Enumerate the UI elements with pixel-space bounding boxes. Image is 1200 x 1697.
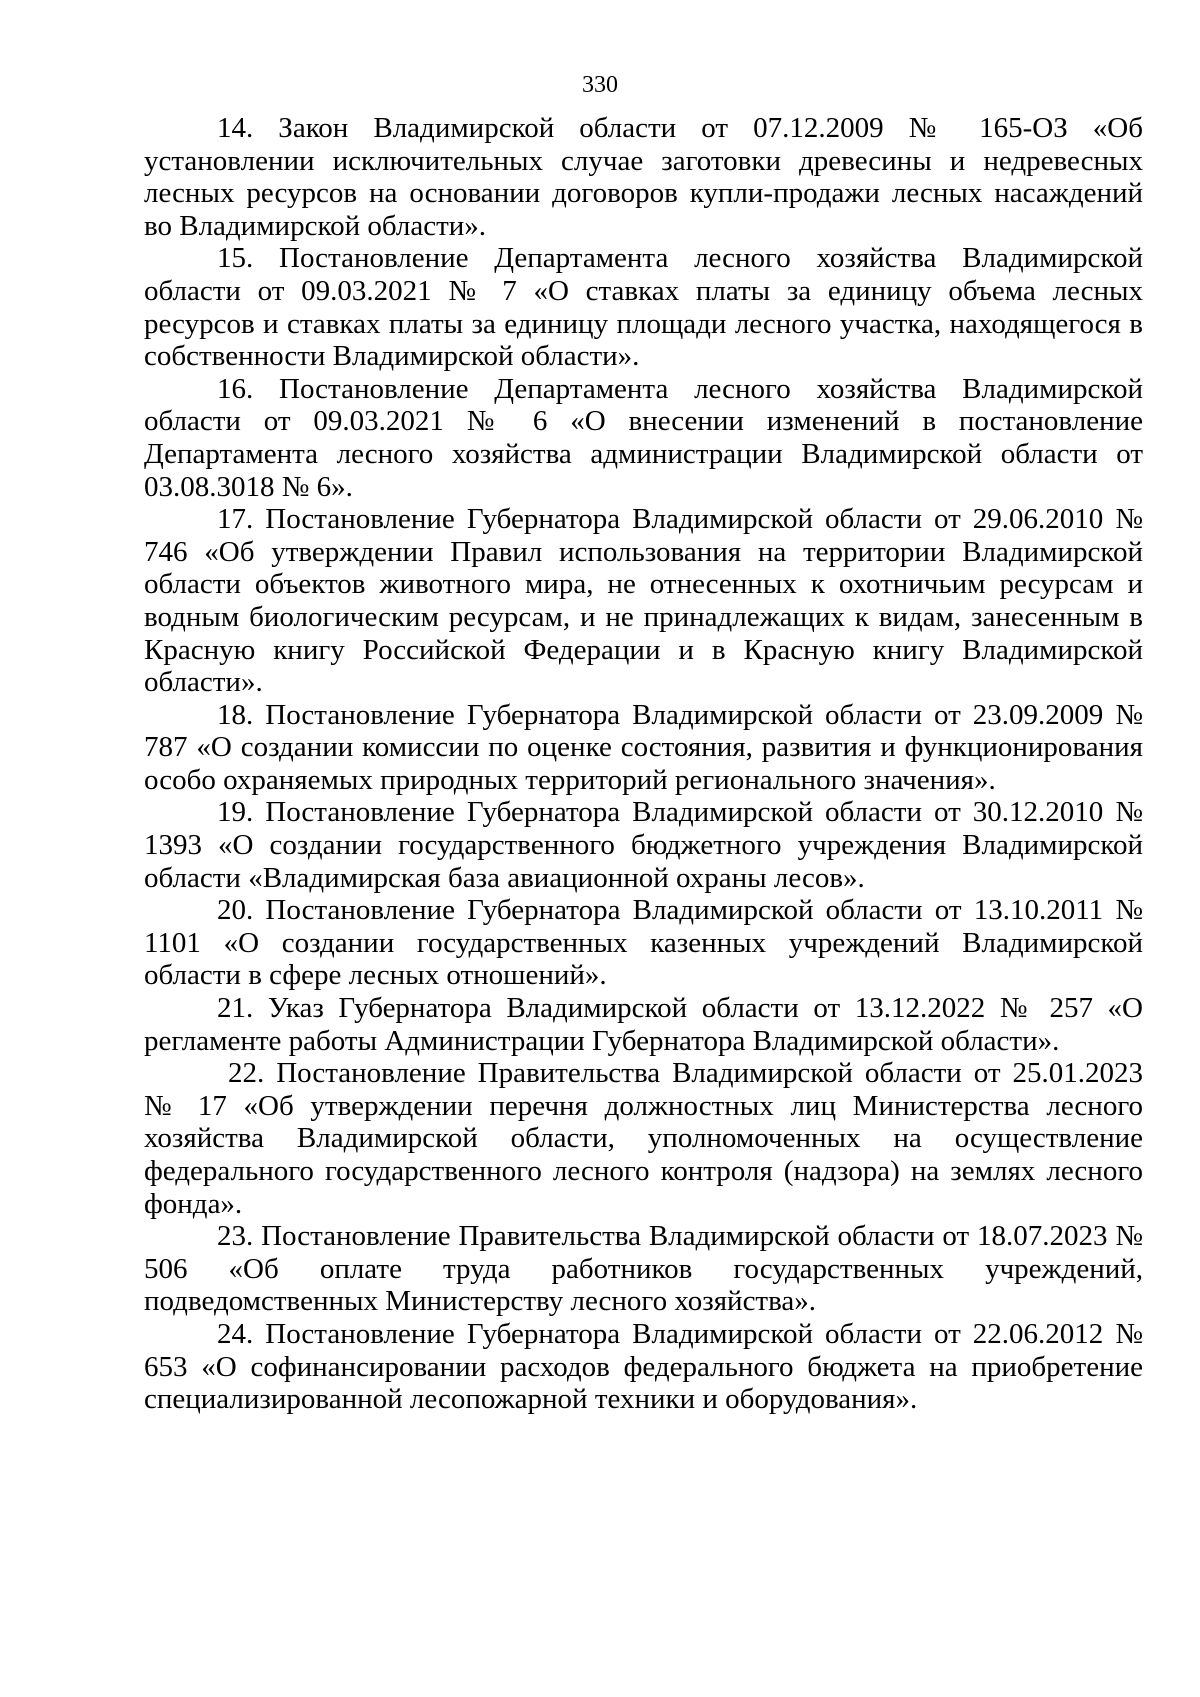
list-item-15: 15. Постановление Департамента лесного хозяйства Владимирской области от 09.03.2021 № 7 «О ставках платы за единицу объема лесных ресурсов и ставках платы за единицу площади лесного участка, находящегося в собственности Владимирской области». bbox=[144, 242, 1143, 373]
list-item-14: 14. Закон Владимирской области от 07.12.2009 № 165-ОЗ «Об установлении исключительных случае заготовки древесины и недревесных лесных ресурсов на основании договоров купли-продажи лесных насаждений во Владимирской области». bbox=[144, 112, 1143, 242]
document-body bbox=[144, 112, 1143, 1416]
list-item-17: 17. Постановление Губернатора Владимирской области от 29.06.2010 № 746 «Об утверждении Правил использования на территории Владимирской области объектов животного мира, не отнесенных к охотничьим ресурсам и водным биологическим ресурсам, и не принадлежащих к видам, занесенным в Красную книгу Российской Федерации и в Красную книгу Владимирской области». bbox=[144, 503, 1143, 699]
list-item-18: 18. Постановление Губернатора Владимирской области от 23.09.2009 № 787 «О создании комиссии по оценке состояния, развития и функционирования особо охраняемых природных территорий регионального значения». bbox=[144, 698, 1143, 796]
list-item-24: 24. Постановление Губернатора Владимирской области от 22.06.2012 № 653 «О софинансировании расходов федерального бюджета на приобретение специализированной лесопожарной техники и оборудования». bbox=[144, 1317, 1143, 1416]
list-item-20: 20. Постановление Губернатора Владимирской области от 13.10.2011 № 1101 «О создании государственных казенных учреждений Владимирской области в сфере лесных отношений». bbox=[144, 894, 1143, 992]
list-item-22: 22. Постановление Правительства Владимирской области от 25.01.2023 № 17 «Об утверждении перечня должностных лиц Министерства лесного хозяйства Владимирской области, уполномоченных на осуществление федерального государственного лесного контроля (надзора) на землях лесного фонда». bbox=[144, 1057, 1143, 1220]
list-item-23: 23. Постановление Правительства Владимирской области от 18.07.2023 № 506 «Об оплате труда работников государственных учреждений, подведомственных Министерству лесного хозяйства». bbox=[144, 1220, 1143, 1318]
list-item-19: 19. Постановление Губернатора Владимирской области от 30.12.2010 № 1393 «О создании государственного бюджетного учреждения Владимирской области «Владимирская база авиационной охраны лесов». bbox=[144, 796, 1143, 894]
list-item-16: 16. Постановление Департамента лесного хозяйства Владимирской области от 09.03.2021 № 6 «О внесении изменений в постановление Департамента лесного хозяйства администрации Владимирской области от 03.08.3018 № 6». bbox=[144, 372, 1143, 503]
page-number: 330 bbox=[582, 72, 618, 98]
list-item-21: 21. Указ Губернатора Владимирской области от 13.12.2022 № 257 «О регламенте работы Администрации Губернатора Владимирской области». bbox=[144, 992, 1143, 1057]
